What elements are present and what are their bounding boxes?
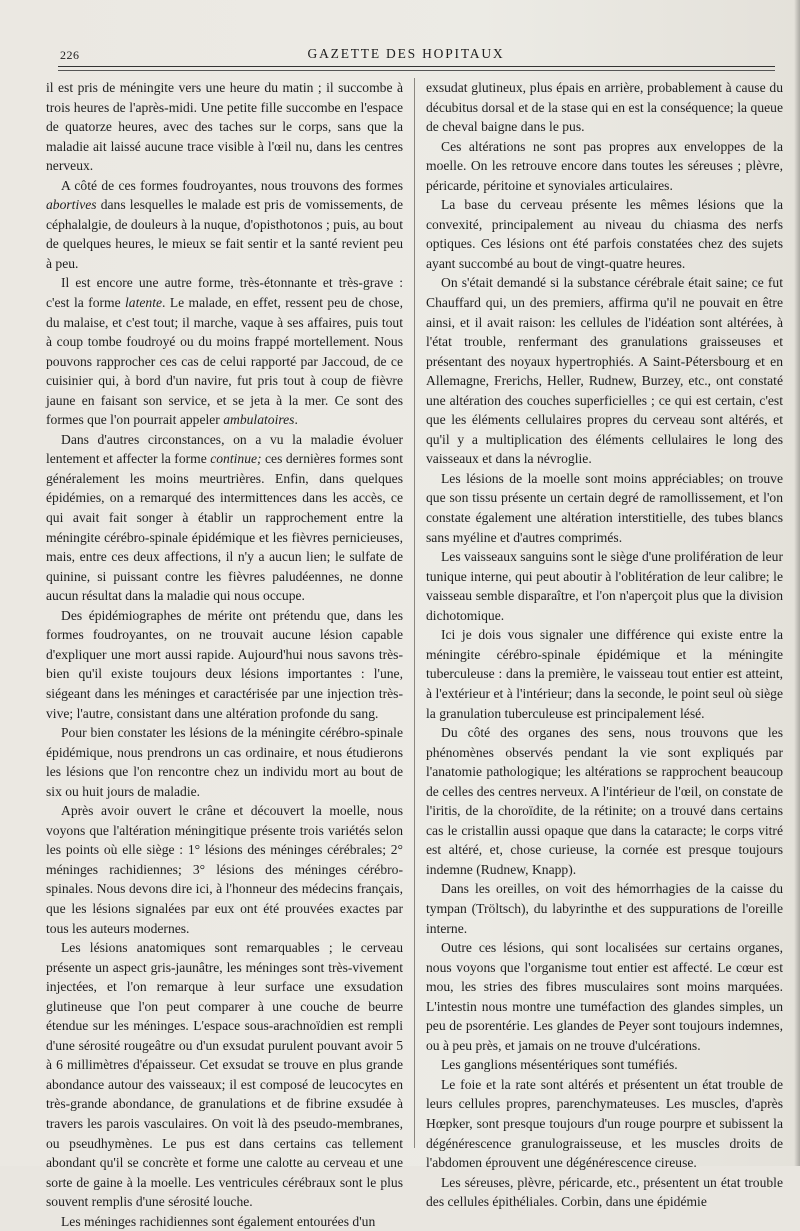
paragraph [46,801,403,938]
page-header [36,44,776,66]
text-run: exsudat glutineux, plus épais en arrière, probablement à cause du décubitus dorsal et de la stase qui en est la conséquence; la queue de cheval baigne dans le pus. [426,80,783,135]
text-run: Dans d'autres circonstances, on a vu la maladie évoluer lentement et affecter la forme [46,431,403,467]
header-rule [58,66,775,67]
text-run: Les séreuses, plèvre, péricarde, etc., présentent un état trouble des cellules épithéliales. Corbin, dans une épidémie [426,1174,783,1210]
paragraph [426,195,783,273]
paragraph [426,273,783,468]
text-run: Du côté des organes des sens, nous trouvons que les phénomènes observés pendant la vie sont expliqués par l'anatomie pathologique; les altérations se rapprochent beaucoup de celles des centres nerveux. A l'intérieur de l'œil, on constate de l'iritis, de la choroïdite, de la rétinite; on a trouvé dans certains cas le cristallin aussi opaque que dans la cataracte; le corps vitré est altéré, et, chose curieuse, la cornée est presque toujours indemne (Rudnew, Knapp). [426,725,783,877]
text-run: Des épidémiographes de mérite ont prétendu que, dans les formes foudroyantes, on ne trouvait aucune lésion capable d'expliquer une mort aussi rapide. Aujourd'hui nous savons très-bien qu'il existe toujours deux lésions importantes : l'une, siégeant dans les méninges et caractérisée par une injection très-vive; l'autre, consistant dans une altération profonde du sang. [46,607,403,721]
text-run: A côté de ces formes foudroyantes, nous trouvons des formes [61,177,403,193]
paragraph [426,78,783,137]
paragraph [46,273,403,429]
text-run: Les lésions de la moelle sont moins appréciables; on trouve que son tissu présente un certain degré de ramollissement, et l'on constate également une altération interstitielle, des tubes blancs sans myéline et d'autres comprimés. [426,470,783,545]
text-run: Ici je dois vous signaler une différence qui existe entre la méningite cérébro-spinale épidémique et la méningite tuberculeuse : dans la première, le vaisseau tout entier est atteint, à l'extérieur et à l'intérieur; dans la seconde, le point seul où siège la granulation tuberculeuse est principalement lésé. [426,627,783,721]
paragraph [426,547,783,625]
text-run: On s'était demandé si la substance cérébrale était saine; ce fut Chauffard qui, un des premiers, affirma qu'il ne pouvait en être ainsi, et il avait raison: les cellules de l'idéation sont altérées, à l'état trouble, renfermant des granulations graisseuses et présentant des noyaux hypertrophiés. A Saint-Pétersbourg et en Allemagne, Frerichs, Heller, Rudnew, Burzey, etc., ont constaté une altération des couches superficielles ; ce qui est certain, c'est que les éléments cellulaires propres du cerveau sont altérés, et qu'il y a multiplication des éléments cellulaires le long des vaisseaux et dans la névroglie. [426,275,783,467]
text-run: dans lesquelles le malade est pris de vomissements, de céphalalgie, de douleurs à la nuque, d'opisthotonos ; puis, au bout de quelques heures, le mieux se fait sentir et la santé revient peu à peu. [46,197,403,271]
running-head: GAZETTE DES HOPITAUX [307,46,505,61]
text-run: Outre ces lésions, qui sont localisées sur certains organes, nous voyons que l'organisme tout entier est affecté. Le cœur est mou, les stries des fibres musculaires sont moins marquées. L'intestin nous montre une tuméfaction des glandes simples, un peu de psorentérie. Les glandes de Peyer sont toujours indemnes, ou à peu près, et jamais on ne trouve d'ulcérations. [426,940,783,1053]
paragraph [426,1075,783,1173]
text-run: Les vaisseaux sanguins sont le siège d'une prolifération de leur tunique interne, qui peut aboutir à l'oblitération de leur calibre; le vaisseau semble disparaître, et l'on n'aperçoit plus que la division dichotomique. [426,549,783,623]
paragraph [46,938,403,1212]
text-run: il est pris de méningite vers une heure du matin ; il succombe à trois heures de l'après-midi. Une petite fille succombe en l'espace de quatorze heures, avec des taches sur le corps, sans que la maladie ait laissé aucune trace visible à l'œil nu, dans les centres nerveux. [46,80,403,174]
text-run: Pour bien constater les lésions de la méningite cérébro-spinale épidémique, nous prendrons un cas ordinaire, et nous étudierons les lésions que l'on rencontre chez un individu mort au bout de six ou huit jours de maladie. [46,725,403,799]
italic-term: abortives [46,197,97,213]
paragraph [46,723,403,801]
column-divider [414,78,415,1148]
italic-term: continue; [210,451,262,467]
text-run: Ces altérations ne sont pas propres aux enveloppes de la moelle. On les retrouve encore dans toutes les séreuses ; plèvre, péricarde, péritoine et synoviales articulaires. [426,138,783,193]
text-run: Les méninges rachidiennes sont également entourées d'un [61,1213,376,1229]
page-number: 226 [60,48,80,62]
paragraph [426,625,783,723]
text-run: Les lésions anatomiques sont remarquables ; le cerveau présente un aspect gris-jaunâtre, les méninges sont très-vivement injectées, et l'on remarque à leur surface une exsudation glutineuse que l'on peut comparer à une couche de beurre étendue sur les méninges. L'espace sous-arachnoïdien est rempli d'une sérosité rougeâtre ou d'un exsudat purulent pouvant avoir 5 à 6 millimètres d'épaisseur. Cet exsudat se trouve en plus grande abondance autour des vaisseaux; il est composé de leucocytes en très-grande abondance, de granulations et de fibrine exsudée à travers les parois vasculaires. On voit là des pseudo-membranes, ou pseudhymènes. Le pus est dans certains cas tellement abondant qu'il se concrète et forme une calotte au cerveau et une sorte de gaine à la moelle. Les ventricules cérébraux sont le plus souvent remplis d'une sérosité louche. [46,940,403,1210]
text-run: Le foie et la rate sont altérés et présentent un état trouble de leurs cellules propres, parenchymateuses. Les muscles, d'après Hœpker, sont presque toujours d'un rouge pourpre et subissent la dégénérescence granulograisseuse, et les muscles droits de l'abdomen éprouvent une dégénérescence cireuse. [426,1076,783,1171]
text-run: Après avoir ouvert le crâne et découvert la moelle, nous voyons que l'altération méningitique présente trois variétés selon les points où elle siège : 1° lésions des méninges cérébrales; 2° méninges rachidiennes; 3° lésions des méninges cérébro-spinales. Nous devons dire ici, à l'honneur des médecins français, que les lésions signalées par eux ont été prouvées exactes par tous les auteurs modernes. [46,803,403,936]
paragraph [426,879,783,938]
left-column [46,78,403,1229]
text-run: Dans les oreilles, on voit des hémorrhagies de la caisse du tympan (Tröltsch), du labyrinthe et des suppurations de l'oreille interne. [426,881,783,936]
text-run: Il est encore une autre forme, très-étonnante et très-grave : c'est la forme [46,275,403,311]
paragraph [426,723,783,879]
paragraph [426,938,783,1055]
paragraph [426,1055,783,1075]
paragraph [46,78,403,176]
right-column [426,78,783,1210]
paragraph [426,1173,783,1212]
italic-term: ambulatoires [223,412,295,428]
paragraph [46,430,403,606]
text-run: . [294,412,298,428]
paragraph [46,1212,403,1231]
paragraph [426,137,783,196]
italic-term: latente [125,295,163,311]
text-run: ces dernières formes sont généralement les moins meurtrières. Enfin, dans quelques épidémies, on a remarqué des intermittences dans les accès, ce qui avait fait songer à établir un rapprochement entre la méningite cérébro-spinale épidémique et les fièvres pernicieuses, mais, entre ces deux affections, il n'y a aucun lien; le sulfate de quinine, si puissant contre les fièvres paludéennes, ne donne aucun résultat dans la maladie qui nous occupe. [46,451,403,604]
text-run: Les ganglions mésentériques sont tuméfiés. [441,1057,678,1073]
paragraph [426,469,783,547]
text-run: La base du cerveau présente les mêmes lésions que la convexité, principalement au niveau du chiasma des nerfs optiques. Ces lésions ont été parfois constatées chez des sujets ayant succombé au bout de vingt-quatre heures. [426,197,783,271]
header-rule-thin [58,70,775,71]
paragraph [46,176,403,274]
text-run: . Le malade, en effet, ressent peu de chose, du malaise, et c'est tout; il marche, vaque à ses affaires, puis tout à coup tombe foudroyé ou du moins frappé mortellement. Nous pouvons rapprocher ces cas de celui rapporté par Jaccoud, de ce cuisinier qui, à bord d'un navire, fut pris tout à coup de fièvre jaune en faisant son service, et se jeta à la mer. Ce sont des formes que l'on pourrait appeler [46,295,403,428]
paragraph [46,606,403,723]
page-edge-shadow [794,0,800,1166]
